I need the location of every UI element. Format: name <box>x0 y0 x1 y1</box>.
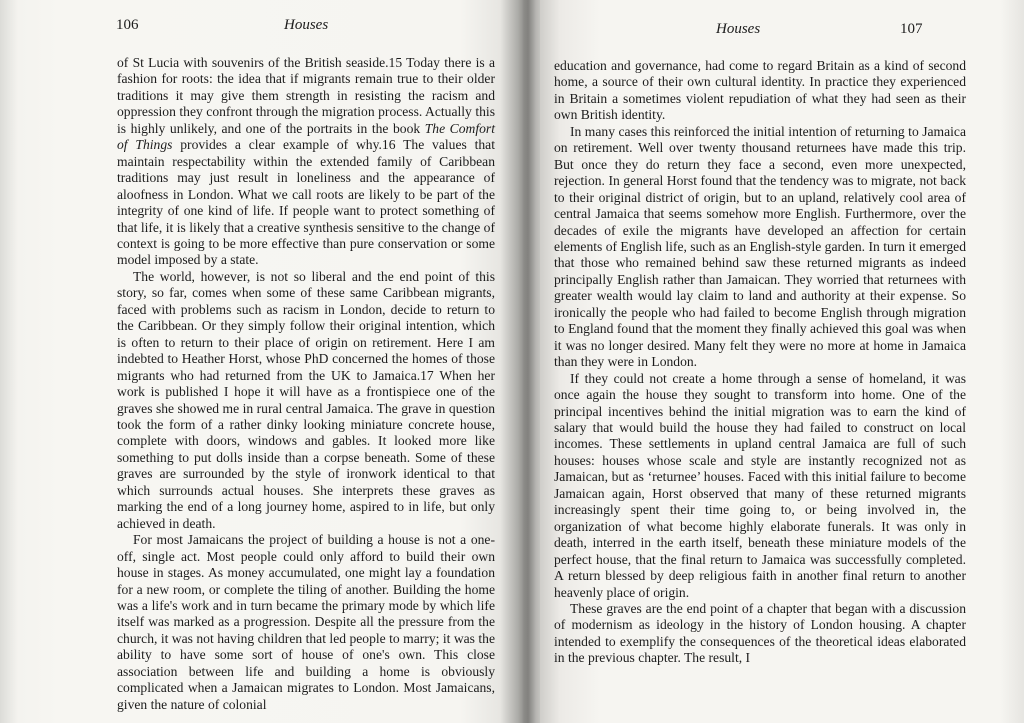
paragraph <box>117 269 495 532</box>
text-run: If they could not create a home through a sense of homeland, it was once again the house they sought to transform into home. One of the principal incentives behind the initial migration was to earn the kind of salary that would build the house they had failed to construct on local incomes. These settlements in upland central Jamaica are full of such houses: houses whose scale and style are instantly recognized not as Jamaican, but as ‘returnee’ houses. Faced with this initial failure to become Jamaican again, Horst observed that many of these returned migrants increasingly spent their time going to, or being involved in, the organization of what become highly elaborate funerals. It was only in death, interred in the earth itself, beneath these miniature models of the perfect house, that the final return to Jamaica was successfully completed. A return blessed by deep religious faith in another final return to another heavenly place of origin. <box>554 370 966 600</box>
left-page-body <box>117 55 495 713</box>
paragraph <box>117 532 495 713</box>
right-page-body <box>554 58 966 667</box>
text-run: In many cases this reinforced the initial intention of returning to Jamaica on retirement. Well over twenty thousand returnees have made this trip. But once they do return they face a second, even more unexpected, rejection. In general Horst found that the tendency was to migrate, not back to their original district of origin, but to an upland, relatively cool area of central Jamaica that seems somehow more English. Furthermore, over the decades of exile the migrants have developed an affection for certain elements of English life, such as an English-style garden. In turn it emerged that those who remained behind saw these returned migrants as indeed principally English rather than Jamaican. They worried that returnees with greater wealth would lay claim to land and authority at their expense. So ironically the people who had failed to become English through migration to England found that the moment they finally achieved this goal was when it was no longer desired. Many felt they were no more at home in Jamaica than they were in London. <box>554 123 966 370</box>
text-run: of St Lucia with souvenirs of the British seaside.15 Today there is a fashion for roots: the idea that if migrants remain true to their older traditions it may give them strength in resisting the racism and oppression they confront through the migration process. Actually this is highly unlikely, and one of the portraits in the book <box>117 55 495 136</box>
text-run: provides a clear example of why.16 The values that maintain respectability within the extended family of Caribbean traditions may just result in loneliness and the appearance of aloofness in London. What we call roots are likely to be part of the integrity of one kind of life. If people want to protect something of that life, it is likely that a creative synthesis sensitive to the change of context is going to be more effective than pure conservation or some model imposed by a state. <box>117 137 495 268</box>
paragraph <box>117 55 495 269</box>
paragraph <box>554 124 966 371</box>
right-page <box>536 0 1024 723</box>
text-run: The world, however, is not so liberal and the end point of this story, so far, comes when some of these same Caribbean migrants, faced with problems such as racism in London, decide to return to the Caribbean. Or they simply follow their original intention, which is often to return to their place of origin on retirement. Here I am indebted to Heather Horst, whose PhD concerned the homes of those migrants who had returned from the UK to Jamaica.17 When her work is published I hope it will have as a frontispiece one of the graves she showed me in rural central Jamaica. The grave in question took the form of a rather dinky looking miniature concrete house, complete with doors, windows and gables. It looked more like something to put dolls inside than a corpse beneath. Some of these graves are surrounded by the style of ironwork identical to that which surrounds actual houses. She interprets these graves as marking the end of a long journey home, aspired to in life, but only achieved in death. <box>117 268 495 531</box>
text-run: These graves are the end point of a chapter that began with a discussion of modernism as ideology in the history of London housing. A chapter intended to exemplify the consequences of the theoretical ideas elaborated in the previous chapter. The result, I <box>554 600 966 666</box>
running-head: Houses <box>284 17 329 33</box>
text-run: education and governance, had come to regard Britain as a kind of second home, a source of their own cultural identity. In practice they experienced in Britain a sometimes violent repudiation of what they had seen as their own British identity. <box>554 58 966 123</box>
page-number: 106 <box>116 17 139 33</box>
paragraph <box>554 371 966 601</box>
page-number: 107 <box>900 21 923 37</box>
text-run: For most Jamaicans the project of building a house is not a one-off, single act. Most people could only afford to build their own house in stages. As money accumulated, one might lay a foundation for a new room, or complete the tiling of another. Building the home was a life's work and in turn became the primary mode by which life itself was marked as a progression. Despite all the pressure from the church, it was not having children that led people to marry; it was the ability to have some sort of house of one's own. This close association between life and building a home is obviously complicated when a Jamaican migrates to London. Most Jamaicans, given the nature of colonial <box>117 532 495 712</box>
paragraph <box>554 601 966 667</box>
book-title-italic: The Comfort of Things <box>117 120 495 153</box>
paragraph <box>554 58 966 124</box>
running-head: Houses <box>716 21 761 37</box>
